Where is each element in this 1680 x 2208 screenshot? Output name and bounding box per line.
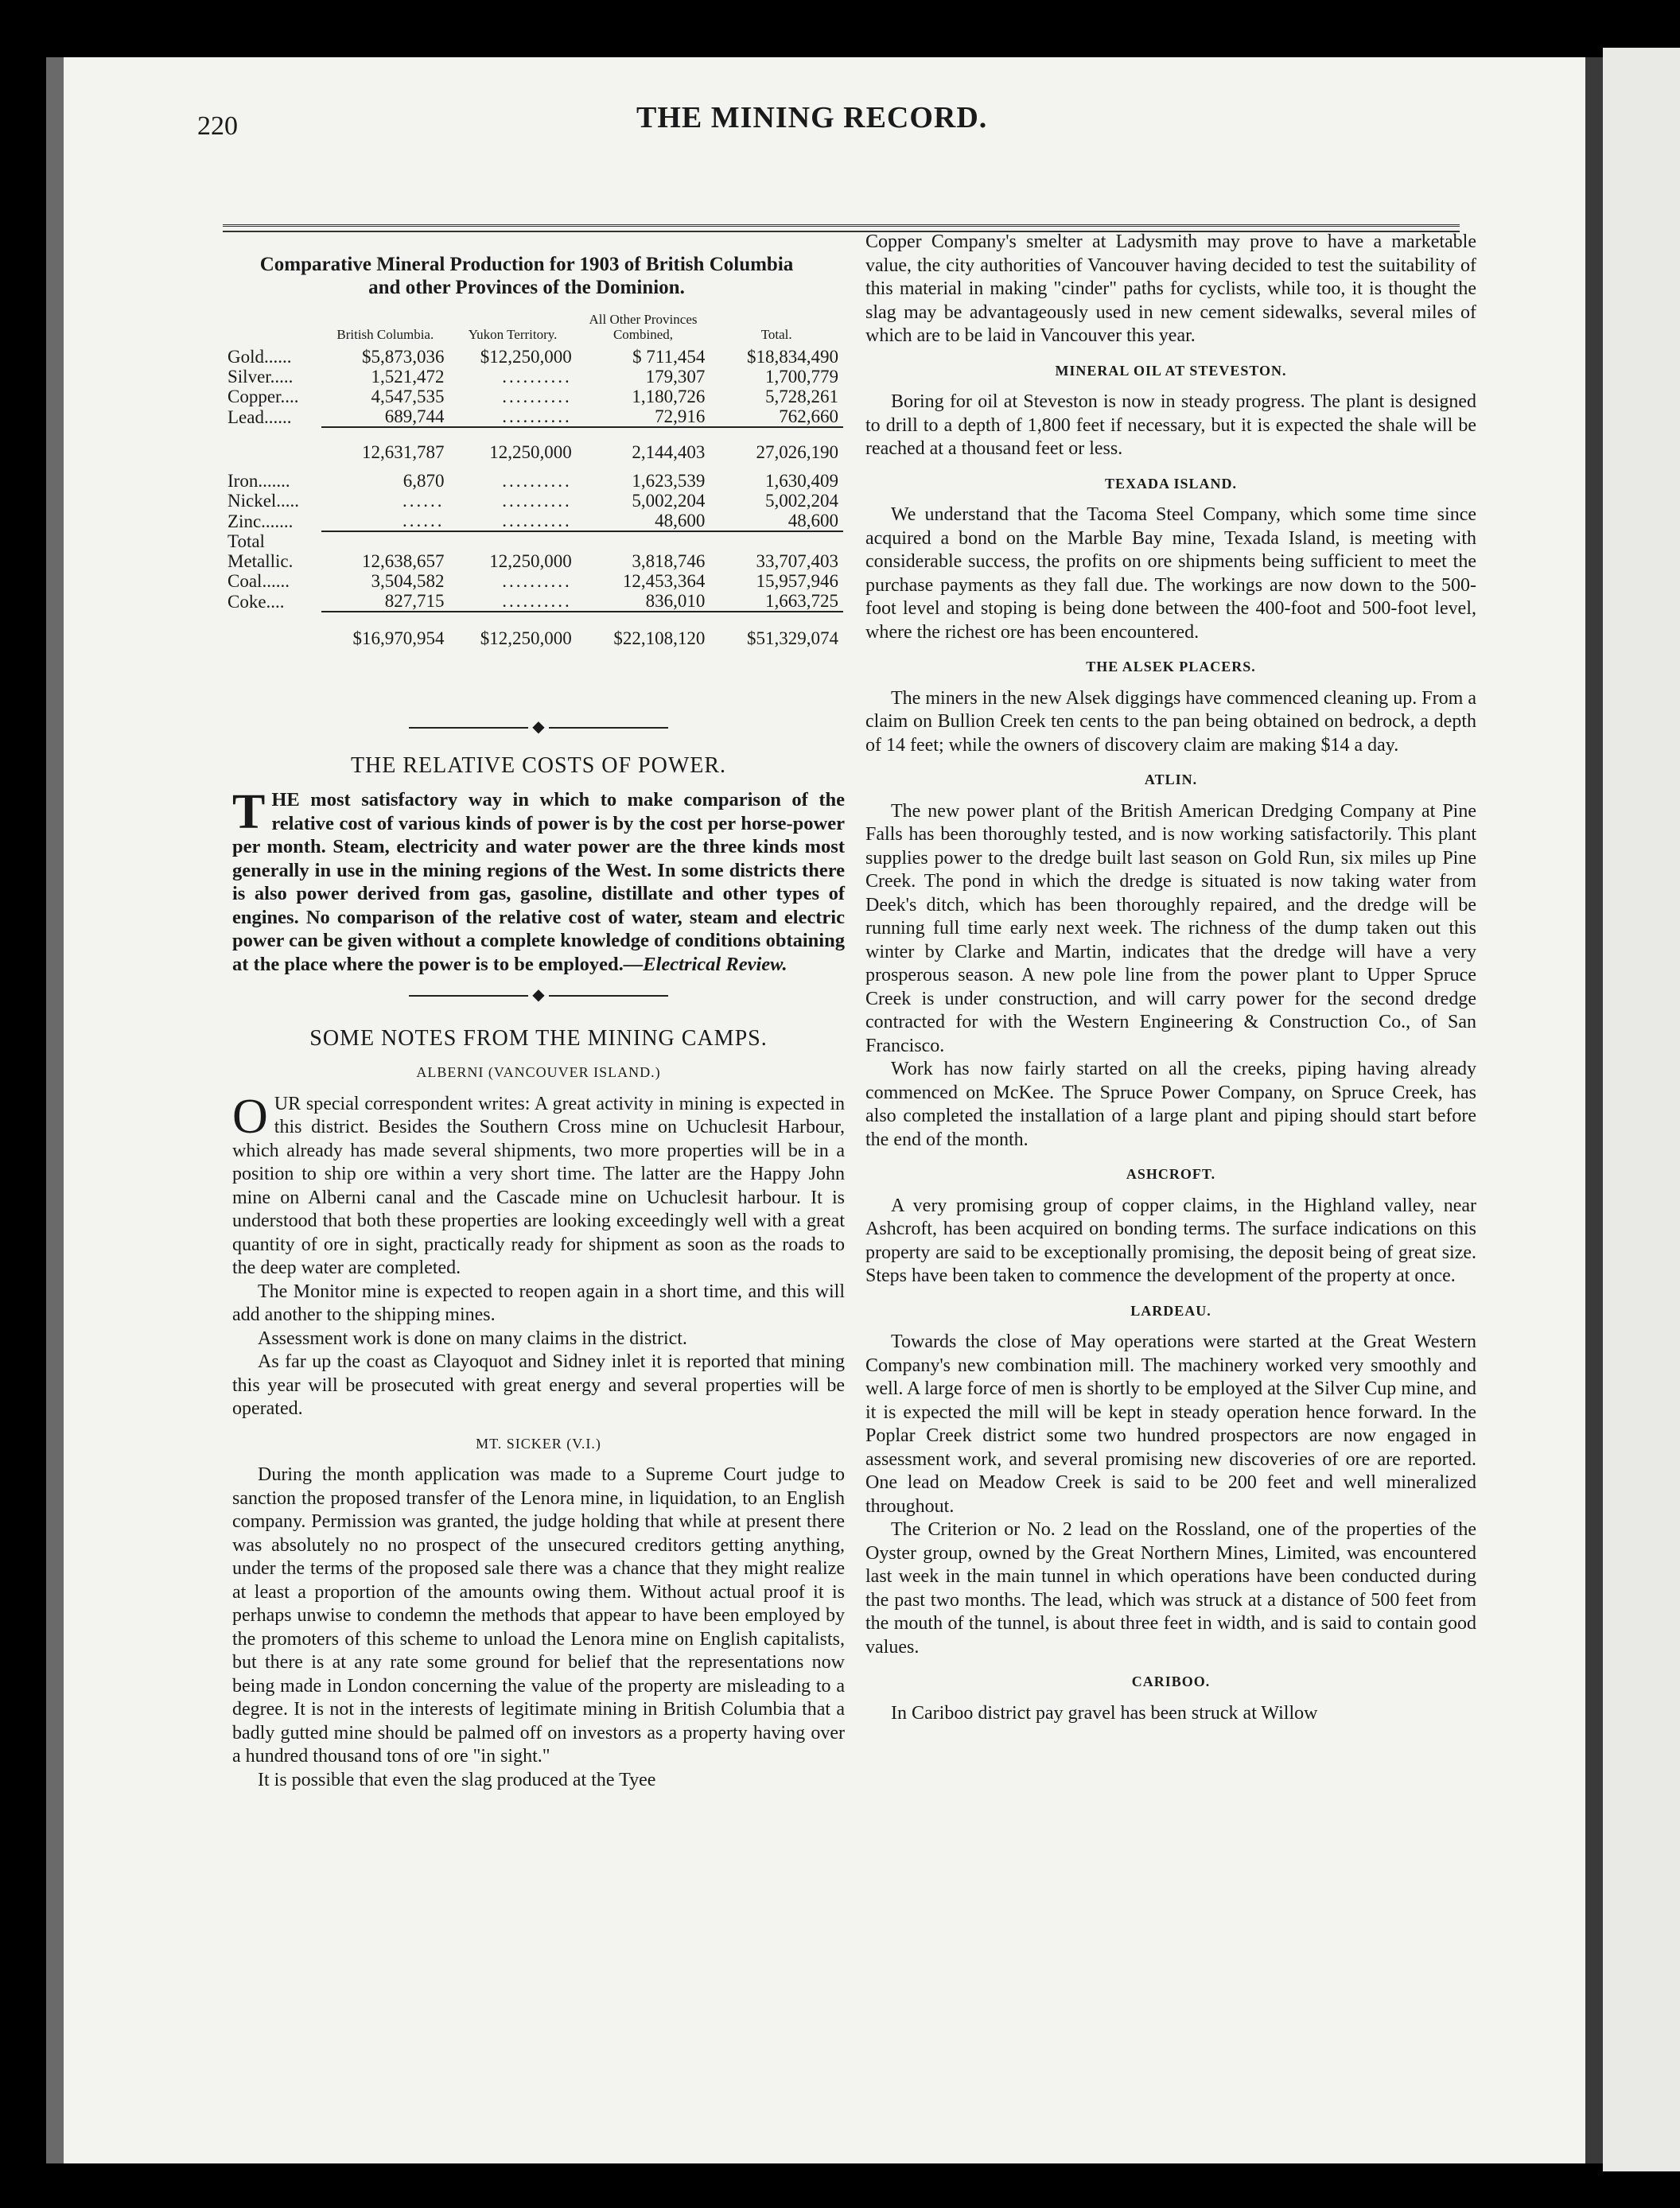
cell-other: 2,144,403: [632, 442, 706, 462]
header-rule: [223, 224, 1460, 227]
cell-yukon: ..........: [449, 511, 576, 531]
row-label: Coal......: [228, 571, 290, 591]
atlin-subhead: ATLIN.: [1144, 772, 1198, 787]
cell-total: $51,329,074: [747, 628, 838, 648]
drop-cap: T: [232, 785, 266, 839]
cell-bc: 6,870: [402, 471, 445, 491]
atlin-paragraph-2: Work has now fairly started on all the creeks, piping having already commenced on McKee. The Spruce Power Company, on Spruce Creek, has also completed the installation of a large plant and piping should start before the end of the month.: [865, 1059, 1476, 1150]
row-label: Copper....: [228, 387, 299, 406]
table-row: [223, 511, 843, 531]
cell-other: $22,108,120: [613, 628, 706, 648]
cell-total: $18,834,490: [747, 347, 838, 367]
cell-total: 33,707,403: [756, 551, 838, 571]
table-total-label-row: [223, 531, 843, 551]
col-header-bc: British Columbia.: [336, 327, 434, 342]
cell-yukon: ..........: [449, 406, 576, 427]
book-gutter: [1585, 57, 1603, 2163]
cell-other: 12,453,364: [622, 571, 706, 591]
cell-total: 762,660: [710, 406, 843, 427]
row-label: Gold......: [228, 347, 292, 367]
table-row: [223, 406, 843, 427]
cariboo-paragraph: In Cariboo district pay gravel has been struck at Willow: [891, 1702, 1318, 1724]
cell-other: 1,623,539: [632, 471, 706, 491]
alberni-paragraph-1: [232, 1089, 845, 1281]
col-header-yukon: Yukon Territory.: [468, 327, 558, 342]
cell-bc: 4,547,535: [371, 387, 445, 406]
cell-yukon: ..........: [502, 387, 572, 406]
cell-yukon: ..........: [449, 591, 576, 612]
table-row: [223, 367, 843, 387]
table-caption: [224, 253, 829, 299]
cell-bc: $16,970,954: [352, 628, 445, 648]
table-row: [223, 571, 843, 591]
row-label: Iron.......: [228, 471, 290, 491]
cariboo-subhead: CARIBOO.: [1131, 1673, 1211, 1689]
table-row: [223, 387, 843, 406]
alsek-paragraph: The miners in the new Alsek diggings have commenced cleaning up. From a claim on Bullion Creek ten cents to the pan being obtained on bedrock, a depth of 14 feet; while the owners of discovery claim are making $14 a day.: [865, 687, 1476, 756]
power-source: —Electrical Review.: [623, 953, 788, 975]
cell-total: 27,026,190: [756, 442, 838, 462]
row-label: Silver.....: [228, 367, 294, 387]
cell-yukon: ..........: [502, 471, 572, 491]
cell-total: 1,630,409: [765, 471, 838, 491]
alberni-paragraph-2: The Monitor mine is expected to reopen again in a short time, and this will add another to the shipping mines.: [232, 1281, 845, 1325]
row-label: Nickel.....: [228, 491, 300, 511]
cell-other: 836,010: [577, 591, 710, 612]
cell-bc: $5,873,036: [361, 347, 445, 367]
cell-other: 1,180,726: [632, 387, 706, 406]
running-head: THE MINING RECORD.: [636, 101, 988, 134]
steveston-subhead: MINERAL OIL AT STEVESTON.: [1055, 362, 1287, 379]
alberni-paragraph-4: As far up the coast as Clayoquot and Sidney inlet it is reported that mining this year will be prosecuted with great energy and several properties will be operated.: [232, 1351, 845, 1419]
row-label: Lead......: [228, 407, 292, 427]
table-row: [223, 462, 843, 491]
col-header-total: Total.: [760, 327, 792, 342]
sicker-subhead: MT. SICKER (V.I.): [476, 1435, 601, 1452]
cell-other: 72,916: [577, 406, 710, 427]
cell-other: 5,002,204: [632, 491, 706, 511]
cell-total: 15,957,946: [756, 571, 838, 591]
cell-total: 48,600: [710, 511, 843, 531]
facing-page-edge: [1603, 48, 1680, 2171]
cell-other: 3,818,746: [632, 551, 706, 571]
right-column: [865, 231, 1476, 1725]
cell-bc: 12,638,657: [361, 551, 445, 571]
table-row: [223, 347, 843, 367]
page-number: 220: [197, 111, 238, 141]
alberni-text-1: UR special correspondent writes: A great activity in mining is expected in this district. Besides the Southern Cross mine on Uchuclesit Harbour, which already has made several shipments, two more properties will be in a position to ship ore within a very short time. The latter are the Happy John mine on Alberni canal and the Cascade mine on Uchuclesit harbour. It is understood that both these properties are looking exceedingly well with a great quantity of ore in sight, practically ready for shipment as soon as the roads to the deep water are completed.: [232, 1093, 845, 1278]
cell-yukon: ..........: [502, 367, 572, 387]
row-label: Metallic.: [228, 551, 294, 571]
lardeau-subhead: LARDEAU.: [1130, 1302, 1211, 1319]
ashcroft-subhead: ASHCROFT.: [1126, 1166, 1216, 1182]
continued-paragraph: Copper Company's smelter at Ladysmith may prove to have a marketable value, the city authorities of Vancouver having decided to test the suitability of this material in making "cinder" paths for cyclists, while too, it is thought the slag may be advantageously used in new cement sidewalks, several miles of which are to be laid in Vancouver this year.: [865, 231, 1476, 346]
production-table: [223, 312, 843, 648]
alberni-subhead: ALBERNI (VANCOUVER ISLAND.): [416, 1064, 661, 1080]
section-ornament: ◆: [232, 984, 845, 1008]
col-header-other: All Other Provinces Combined,: [589, 312, 698, 342]
power-text: HE most satisfactory way in which to make comparison of the relative cost of various kinds of power is by the cost per horse-power per month. Steam, electricity and water power are the three kinds most generally in use in the mining regions of the West. In some districts there is also power derived from gas, gasoline, distillate and other types of engines. No comparison of the relative cost of water, steam and electric power can be given without a complete knowledge of conditions obtaining at the place where the power is to be employed.: [232, 789, 845, 975]
cell-yukon: $12,250,000: [480, 628, 572, 648]
cell-bc: ......: [321, 511, 449, 531]
power-paragraph: [232, 785, 845, 976]
cell-yukon: ..........: [502, 571, 572, 591]
table-caption-line-1: Comparative Mineral Production for 1903 of British Columbia: [259, 254, 794, 275]
cell-total: 5,002,204: [765, 491, 838, 511]
table-caption-line-2: and other Provinces of the Dominion.: [368, 277, 685, 298]
row-label: Coke....: [228, 592, 285, 612]
alsek-subhead: THE ALSEK PLACERS.: [1086, 659, 1256, 674]
atlin-paragraph-1: The new power plant of the British American Dredging Company at Pine Falls has been thoroughly tested, and is now working satisfactorily. This plant supplies power to the dredge built last season on Gold Run, six miles up Pine Creek. The pond in which the dredge is situated is now taking water from Deek's ditch, which has been thoroughly repaired, and the dredge will be running full time early next week. The richness of the dump taken out this winter by Clarke and Martin, indicates that the dredge will have a very prosperous season. A new pole line from the power plant to Upper Spruce Creek is under construction, and will carry power for the second dredge contracted for with the Western Engineering & Construction Co., of San Francisco.: [865, 800, 1476, 1056]
table-row: [223, 491, 843, 511]
table-row: [223, 591, 843, 612]
cell-bc: 827,715: [321, 591, 449, 612]
cell-yukon: ..........: [502, 491, 572, 511]
drop-cap: O: [232, 1089, 268, 1144]
cell-bc: 1,521,472: [371, 367, 445, 387]
lardeau-paragraph-1: Towards the close of May operations were started at the Great Western Company's new combination mill. The machinery worked very smoothly and well. A large force of men is shortly to be employed at the Silver Cup mine, and it is expected the mill will be kept in steady operation hence forward. In the Poplar Creek district some two hundred prospectors are now engaged in assessment work, and several promising new discoveries of ore are reported. One lead on Meadow Creek is said to be 200 feet and well mineralized throughout.: [865, 1331, 1476, 1517]
cell-total: 5,728,261: [765, 387, 838, 406]
table-row: [223, 551, 843, 571]
cell-total: 1,663,725: [710, 591, 843, 612]
total-label: Total: [228, 531, 265, 551]
power-heading: THE RELATIVE COSTS OF POWER.: [350, 752, 727, 778]
sicker-paragraph-2: It is possible that even the slag produced at the Tyee: [258, 1769, 656, 1790]
cell-other: $ 711,454: [632, 347, 706, 367]
cell-other: 179,307: [645, 367, 706, 387]
left-column: [232, 708, 845, 1792]
camps-heading: SOME NOTES FROM THE MINING CAMPS.: [309, 1025, 768, 1051]
cell-bc: 689,744: [321, 406, 449, 427]
cell-bc: ......: [402, 491, 445, 511]
row-label: Zinc.......: [228, 511, 294, 531]
section-ornament: ◆: [232, 716, 845, 740]
texada-paragraph: We understand that the Tacoma Steel Company, which some time since acquired a bond on the Marble Bay mine, Texada Island, is meeting with considerable success, the profits on ore shipments being sufficient to meet the purchase payments as they fall due. The workings are now down to the 500-foot level and stoping is being done between the 400-foot and 500-foot level, where the richest ore has been encountered.: [865, 504, 1476, 643]
alberni-paragraph-3: Assessment work is done on many claims in the district.: [258, 1328, 687, 1349]
cell-bc: 3,504,582: [371, 571, 445, 591]
table-subtotal-row: [223, 427, 843, 462]
ashcroft-paragraph: A very promising group of copper claims, in the Highland valley, near Ashcroft, has been acquired on bonding terms. The surface indications on this property are said to be exceptionally promising, the deposit being of great size. Steps have been taken to commence the development of the property at once.: [865, 1195, 1476, 1286]
table-header-row: [223, 312, 843, 347]
lardeau-paragraph-2: The Criterion or No. 2 lead on the Rossland, one of the properties of the Oyster group, owned by the Great Northern Mines, Limited, was encountered last week in the main tunnel in which operations have been conducted during the past two months. The lead, which was struck at a distance of 500 feet from the mouth of the tunnel, is about three feet in width, and is said to contain good values.: [865, 1519, 1476, 1658]
cell-total: 1,700,779: [765, 367, 838, 387]
cell-yukon: 12,250,000: [489, 442, 572, 462]
cell-yukon: $12,250,000: [480, 347, 572, 367]
cell-bc: 12,631,787: [361, 442, 445, 462]
texada-subhead: TEXADA ISLAND.: [1104, 475, 1238, 492]
table-grand-total-row: [223, 612, 843, 648]
cell-other: 48,600: [577, 511, 710, 531]
cell-yukon: 12,250,000: [489, 551, 572, 571]
sicker-paragraph-1: During the month application was made to a Supreme Court judge to sanction the proposed transfer of the Lenora mine, in liquidation, to an English company. Permission was granted, the judge holding that while at present there was absolutely no no prospect of the unsecured creditors getting anything, under the terms of the proposed sale there was a chance that they might realize at least a proportion of the amounts owing them. Without actual proof it is perhaps unwise to condemn the methods that appear to have been employed by the promoters of this scheme to unload the Lenora mine on English capitalists, but there is at any rate some ground for belief that the representations now being made in London concerning the value of the property are misleading to a degree. It is not in the interests of legitimate mining in British Columbia that a badly gutted mine should be palmed off on investors as a property having over a hundred thousand tons of ore "in sight.": [232, 1464, 845, 1767]
steveston-paragraph: Boring for oil at Steveston is now in steady progress. The plant is designed to drill to a depth of 1,800 feet if necessary, but it is expected the shale will be reached at a thousand feet or less.: [865, 391, 1476, 459]
